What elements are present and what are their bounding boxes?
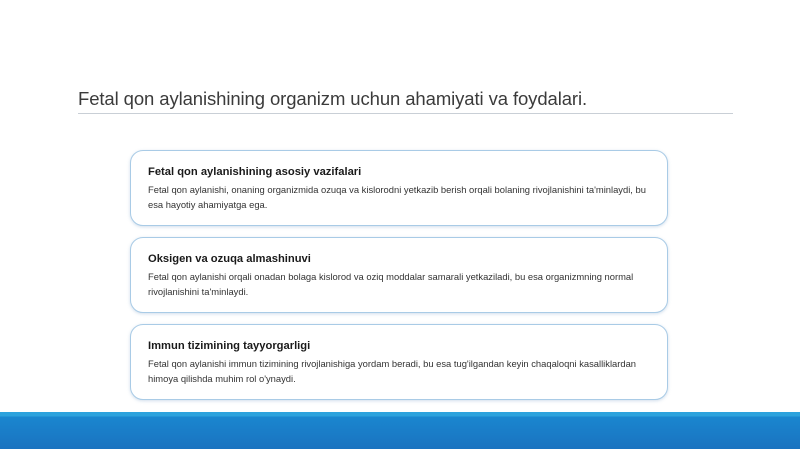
info-card-immune-readiness bbox=[130, 324, 668, 400]
card-heading: Oksigen va ozuqa almashinuvi bbox=[148, 253, 311, 265]
card-heading: Immun tizimining tayyorgarligi bbox=[148, 340, 311, 352]
slide-title: Fetal qon aylanishining organizm uchun ahamiyati va foydalari. bbox=[78, 88, 588, 109]
card-heading: Fetal qon aylanishining asosiy vazifalari bbox=[148, 166, 362, 178]
title-divider bbox=[78, 113, 733, 114]
info-card-oxygen-nutrient-exchange bbox=[130, 237, 668, 313]
card-body: Fetal qon aylanishi orqali onadan bolaga kislorod va oziq moddalar samarali yetkaziladi, bu esa organizmning normal rivojlanishini ta'minlaydi. bbox=[148, 271, 634, 297]
info-card-main-functions bbox=[130, 150, 668, 226]
footer-band bbox=[0, 412, 800, 449]
card-body: Fetal qon aylanishi immun tizimining rivojlanishiga yordam beradi, bu esa tug'ilgandan keyin chaqaloqni kasalliklardan himoya qilishda muhim rol o'ynaydi. bbox=[148, 358, 636, 384]
card-body: Fetal qon aylanishi, onaning organizmida ozuqa va kislorodni yetkazib berish orqali bolaning rivojlanishini ta'minlaydi, bu esa hayotiy ahamiyatga ega. bbox=[148, 184, 646, 210]
